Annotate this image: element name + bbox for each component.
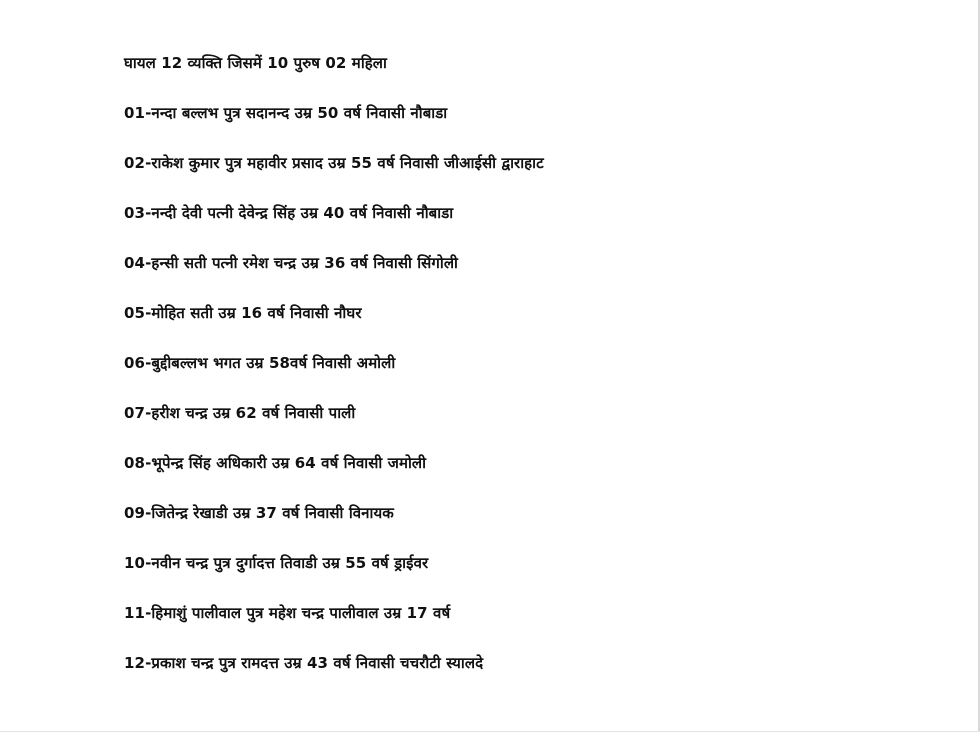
list-item: 01-नन्दा बल्लभ पुत्र सदानन्द उम्र 50 वर्ष निवासी नौबाडा: [124, 104, 448, 122]
list-item: 04-हन्सी सती पत्नी रमेश चन्द्र उम्र 36 वर्ष निवासी सिंगोली: [124, 254, 459, 272]
list-item: 02-राकेश कुमार पुत्र महावीर प्रसाद उम्र 55 वर्ष निवासी जीआईसी द्वाराहाट: [124, 154, 544, 172]
document-heading: घायल 12 व्यक्ति जिसमें 10 पुरुष 02 महिला: [124, 54, 387, 72]
list-item: 11-हिमाशुं पालीवाल पुत्र महेश चन्द्र पालीवाल उम्र 17 वर्ष: [124, 604, 451, 622]
list-item: 05-मोहित सती उम्र 16 वर्ष निवासी नौघर: [124, 304, 362, 322]
list-item: 09-जितेन्द्र रेखाडी उम्र 37 वर्ष निवासी विनायक: [124, 504, 394, 522]
list-item: 06-बुद्दीबल्लभ भगत उम्र 58वर्ष निवासी अमोली: [124, 354, 396, 372]
list-item: 12-प्रकाश चन्द्र पुत्र रामदत्त उम्र 43 वर्ष निवासी चचरौटी स्यालदे: [124, 654, 484, 672]
list-item: 10-नवीन चन्द्र पुत्र दुर्गादत्त तिवाडी उम्र 55 वर्ष ड्राईवर: [124, 554, 429, 572]
list-item: 03-नन्दी देवी पत्नी देवेन्द्र सिंह उम्र 40 वर्ष निवासी नौबाडा: [124, 204, 454, 222]
list-item: 07-हरीश चन्द्र उम्र 62 वर्ष निवासी पाली: [124, 404, 356, 422]
list-item: 08-भूपेन्द्र सिंह अधिकारी उम्र 64 वर्ष निवासी जमोली: [124, 454, 427, 472]
